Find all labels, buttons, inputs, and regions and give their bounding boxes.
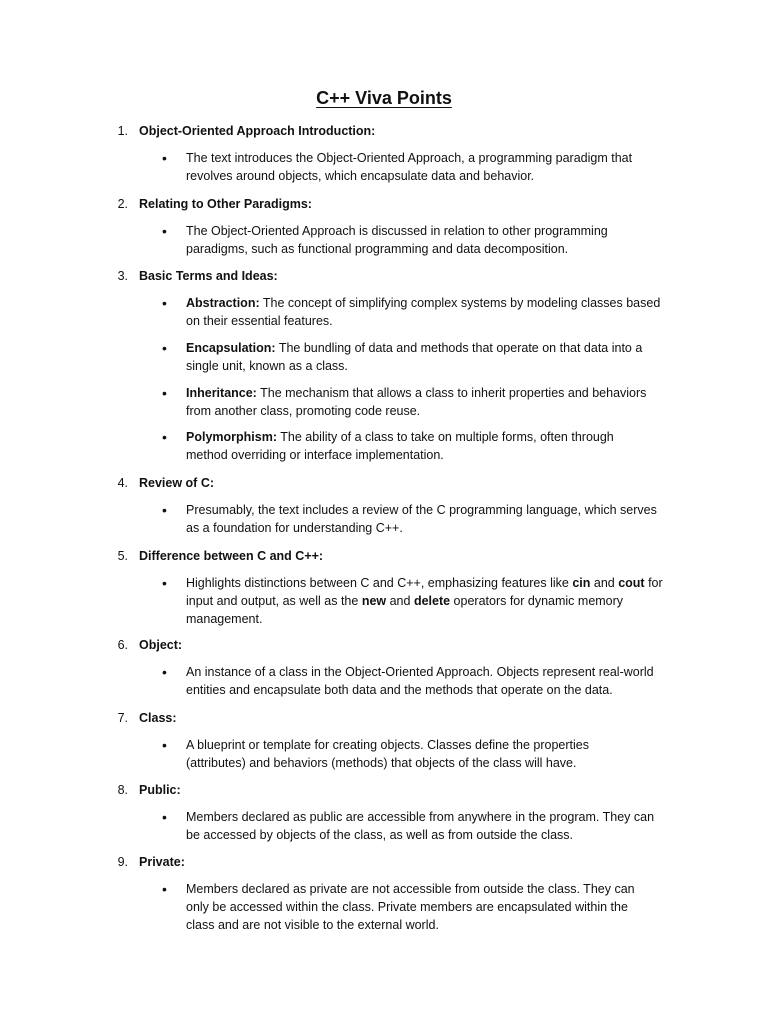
text-line: paradigms, such as functional programming and data decomposition.: [186, 242, 569, 256]
bullet-text: [186, 501, 686, 537]
item-number: 1.: [117, 124, 128, 138]
term-label: Inheritance:: [186, 386, 257, 400]
bullet-text: [186, 880, 686, 934]
text-line: revolves around objects, which encapsulate data and behavior.: [186, 169, 535, 183]
section-heading: Relating to Other Paradigms:: [139, 197, 312, 211]
bullet-text: [186, 574, 686, 628]
text-line: entities and encapsulate both data and the methods that operate on the data.: [186, 683, 613, 697]
text-line: Encapsulation: The bundling of data and methods that operate on that data into a: [186, 341, 643, 355]
text-line: be accessed by objects of the class, as well as from outside the class.: [186, 828, 573, 842]
bullet-icon: •: [162, 502, 167, 518]
text-line: Members declared as public are accessible from anywhere in the program. They can: [186, 810, 655, 824]
text-line: Polymorphism: The ability of a class to take on multiple forms, often through: [186, 430, 614, 444]
text-line: Presumably, the text includes a review of the C programming language, which serves: [186, 503, 657, 517]
text-line: Highlights distinctions between C and C++, emphasizing features like cin and cout for: [186, 576, 663, 590]
keyword: delete: [413, 594, 451, 608]
item-number: 6.: [117, 638, 128, 652]
item-number: 9.: [117, 855, 128, 869]
text-line: input and output, as well as the new and delete operators for dynamic memory: [186, 594, 624, 608]
text-line: on their essential features.: [186, 314, 333, 328]
item-number: 2.: [117, 197, 128, 211]
text-line: The Object-Oriented Approach is discussed in relation to other programming: [186, 224, 608, 238]
item-number: 7.: [117, 711, 128, 725]
bullet-icon: •: [162, 385, 167, 401]
section-heading: Review of C:: [139, 476, 215, 490]
bullet-icon: •: [162, 223, 167, 239]
text-line: (attributes) and behaviors (methods) that objects of the class will have.: [186, 756, 577, 770]
section-heading: Basic Terms and Ideas:: [139, 269, 278, 283]
section-heading: Class:: [139, 711, 177, 725]
term-label: Polymorphism:: [186, 430, 277, 444]
text-line: The text introduces the Object-Oriented Approach, a programming paradigm that: [186, 151, 633, 165]
section-heading: Public:: [139, 783, 181, 797]
item-number: 4.: [117, 476, 128, 490]
bullet-text: [186, 428, 686, 464]
text-line: class and are not visible to the external world.: [186, 918, 439, 932]
bullet-icon: •: [162, 150, 167, 166]
text-line: Abstraction: The concept of simplifying complex systems by modeling classes based: [186, 296, 661, 310]
text-line: Members declared as private are not accessible from outside the class. They can: [186, 882, 635, 896]
bullet-text: [186, 149, 686, 185]
text-line: from another class, promoting code reuse.: [186, 404, 421, 418]
section-heading: Object:: [139, 638, 183, 652]
text-line: A blueprint or template for creating objects. Classes define the properties: [186, 738, 589, 752]
text-line: method overriding or interface implementation.: [186, 448, 444, 462]
text-line: Inheritance: The mechanism that allows a class to inherit properties and behaviors: [186, 386, 647, 400]
text-line: An instance of a class in the Object-Oriented Approach. Objects represent real-world: [186, 665, 654, 679]
section-heading: Private:: [139, 855, 185, 869]
item-number: 3.: [117, 269, 128, 283]
bullet-text: [186, 294, 686, 330]
item-number: 8.: [117, 783, 128, 797]
term-label: Abstraction:: [186, 296, 260, 310]
bullet-text: [186, 736, 686, 772]
bullet-icon: •: [162, 809, 167, 825]
section-heading: Object-Oriented Approach Introduction:: [139, 124, 376, 138]
bullet-text: [186, 222, 686, 258]
text-line: single unit, known as a class.: [186, 359, 348, 373]
keyword: cout: [618, 576, 645, 590]
text-line: only be accessed within the class. Private members are encapsulated within the: [186, 900, 628, 914]
bullet-text: [186, 663, 686, 699]
text-line: as a foundation for understanding C++.: [186, 521, 403, 535]
item-number: 5.: [117, 549, 128, 563]
text-line: management.: [186, 612, 263, 626]
bullet-text: [186, 339, 686, 375]
bullet-icon: •: [162, 429, 167, 445]
bullet-icon: •: [162, 575, 167, 591]
bullet-icon: •: [162, 340, 167, 356]
bullet-text: [186, 384, 686, 420]
bullet-icon: •: [162, 664, 167, 680]
bullet-icon: •: [162, 295, 167, 311]
bullet-icon: •: [162, 737, 167, 753]
page-title: C++ Viva Points: [316, 88, 452, 108]
bullet-icon: •: [162, 881, 167, 897]
keyword: new: [361, 594, 387, 608]
bullet-text: [186, 808, 686, 844]
section-heading: Difference between C and C++:: [139, 549, 324, 563]
keyword: cin: [572, 576, 591, 590]
term-label: Encapsulation:: [186, 341, 276, 355]
